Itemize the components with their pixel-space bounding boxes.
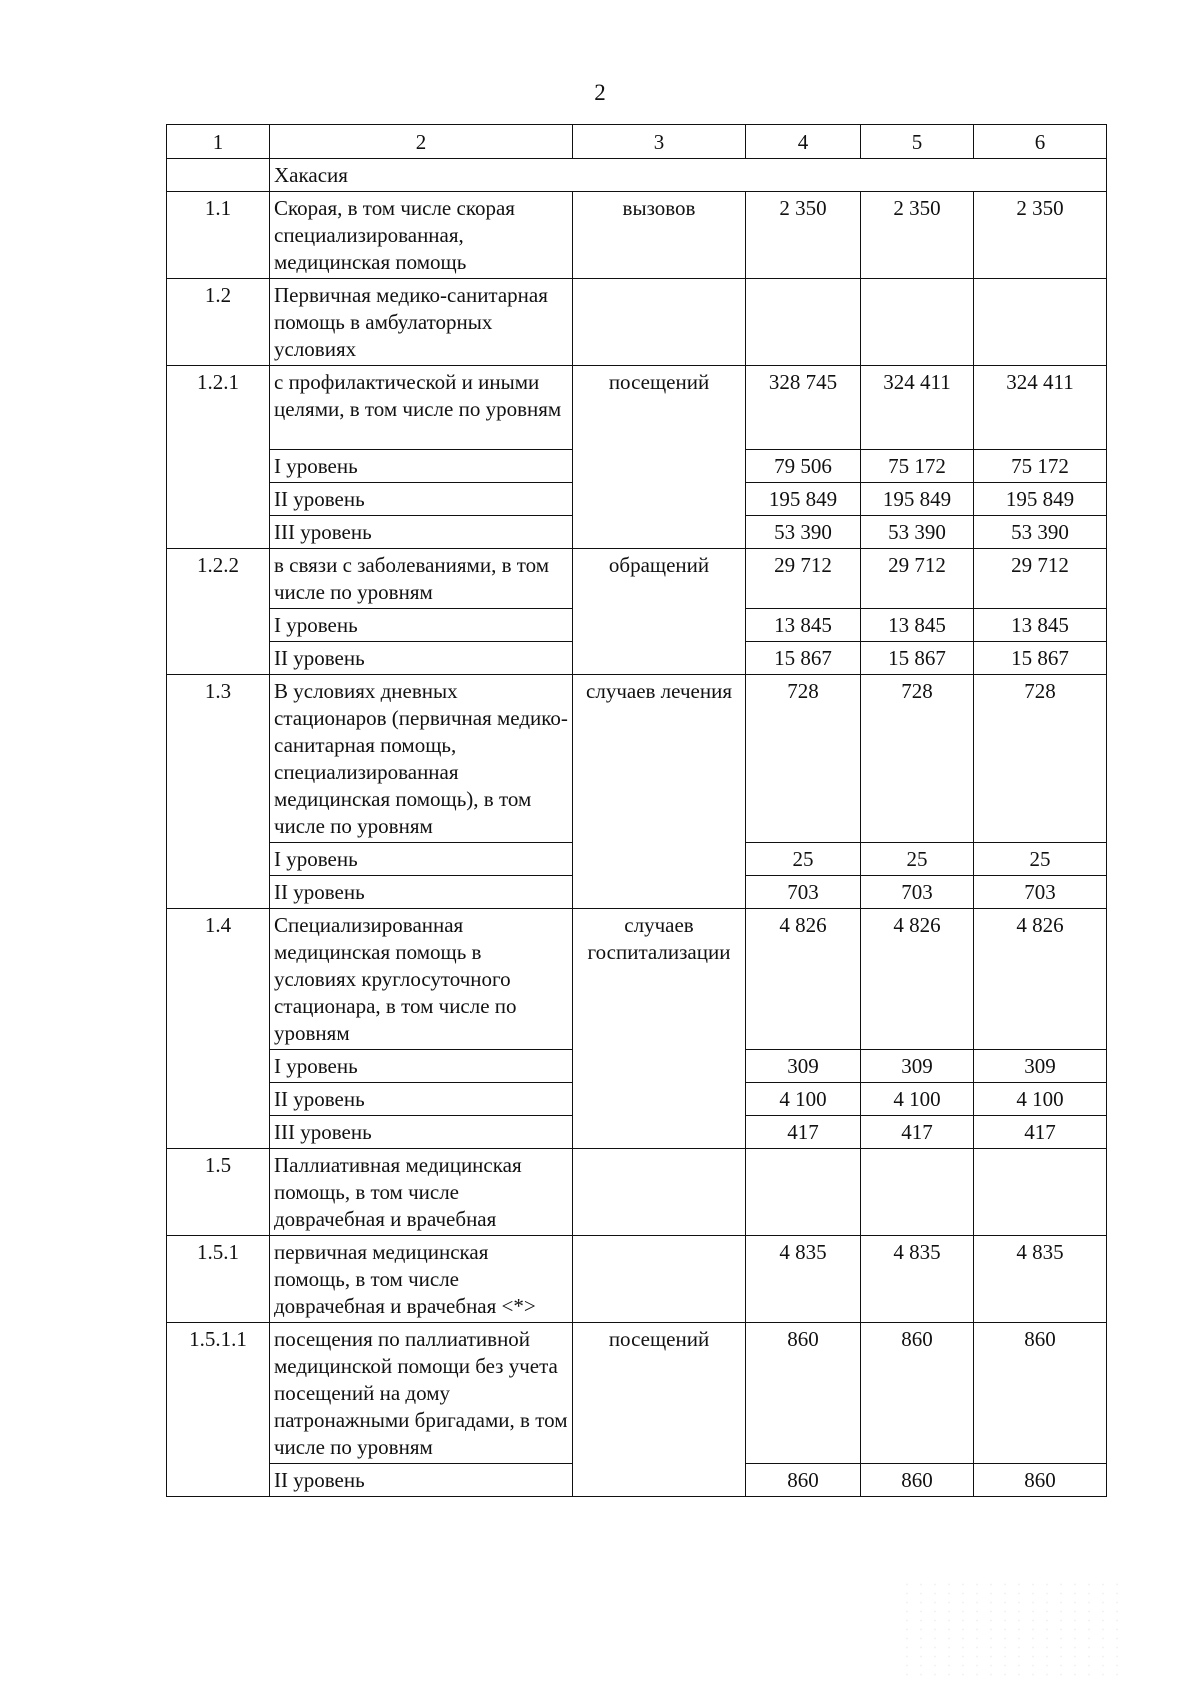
row-unit: [573, 279, 746, 366]
value-col6: 75 172: [974, 450, 1107, 483]
value-col6: 25: [974, 843, 1107, 876]
page-number: 2: [594, 80, 606, 105]
value-col5: 4 826: [861, 909, 974, 1050]
value-col4: 25: [746, 843, 861, 876]
value-col5: 25: [861, 843, 974, 876]
row-number: 1.5.1: [167, 1236, 270, 1323]
row-number: 1.5.1.1: [167, 1323, 270, 1497]
header-cell: 4: [746, 125, 861, 159]
value-col6: [974, 1149, 1107, 1236]
value-col6: 4 100: [974, 1083, 1107, 1116]
value-col5: 860: [861, 1464, 974, 1497]
value-col4: 860: [746, 1323, 861, 1464]
value-col4: 417: [746, 1116, 861, 1149]
value-col5: 75 172: [861, 450, 974, 483]
region-row: [167, 159, 1107, 192]
table-row: [167, 1149, 1107, 1236]
level-name: I уровень: [270, 1050, 573, 1083]
value-col6: 195 849: [974, 483, 1107, 516]
value-col5: 324 411: [861, 366, 974, 450]
value-col4: 4 835: [746, 1236, 861, 1323]
row-name: посещения по паллиативной медицинской помощи без учета посещений на дому патронажными бригадами, в том числе по уровням: [270, 1323, 573, 1464]
value-col4: 728: [746, 675, 861, 843]
row-name: с профилактической и иными целями, в том числе по уровням: [270, 366, 573, 450]
row-name: в связи с заболеваниями, в том числе по уровням: [270, 549, 573, 609]
value-col5: 703: [861, 876, 974, 909]
value-col6: 860: [974, 1464, 1107, 1497]
table-row: [167, 675, 1107, 843]
value-col6: 703: [974, 876, 1107, 909]
row-unit: случаев лечения: [573, 675, 746, 909]
value-col4: 860: [746, 1464, 861, 1497]
value-col6: 53 390: [974, 516, 1107, 549]
value-col4: 13 845: [746, 609, 861, 642]
value-col5: 417: [861, 1116, 974, 1149]
value-col4: 195 849: [746, 483, 861, 516]
value-col5: 195 849: [861, 483, 974, 516]
row-unit: посещений: [573, 1323, 746, 1497]
level-name: II уровень: [270, 876, 573, 909]
value-col6: 728: [974, 675, 1107, 843]
row-unit: обращений: [573, 549, 746, 675]
level-name: II уровень: [270, 1464, 573, 1497]
value-col6: 309: [974, 1050, 1107, 1083]
header-cell: 2: [270, 125, 573, 159]
value-col5: 860: [861, 1323, 974, 1464]
header-cell: 6: [974, 125, 1107, 159]
row-unit: случаев госпитализации: [573, 909, 746, 1149]
value-col4: 4 826: [746, 909, 861, 1050]
row-unit: посещений: [573, 366, 746, 549]
level-name: I уровень: [270, 609, 573, 642]
value-col4: 309: [746, 1050, 861, 1083]
value-col5: [861, 279, 974, 366]
row-number: 1.1: [167, 192, 270, 279]
level-name: II уровень: [270, 1083, 573, 1116]
header-cell: 3: [573, 125, 746, 159]
value-col5: 15 867: [861, 642, 974, 675]
row-name: Скорая, в том числе скорая специализированная, медицинская помощь: [270, 192, 573, 279]
row-number: 1.4: [167, 909, 270, 1149]
value-col5: 53 390: [861, 516, 974, 549]
value-col4: 29 712: [746, 549, 861, 609]
level-name: II уровень: [270, 483, 573, 516]
row-name: Первичная медико-санитарная помощь в амбулаторных условиях: [270, 279, 573, 366]
table-row: [167, 192, 1107, 279]
region-name: Хакасия: [270, 159, 1107, 192]
value-col6: 13 845: [974, 609, 1107, 642]
value-col4: 15 867: [746, 642, 861, 675]
value-col6: 4 835: [974, 1236, 1107, 1323]
header-cell: 5: [861, 125, 974, 159]
level-name: II уровень: [270, 642, 573, 675]
table-row: [167, 1323, 1107, 1464]
value-col4: 79 506: [746, 450, 861, 483]
row-number: 1.2.2: [167, 549, 270, 675]
scan-noise: [900, 1580, 1120, 1680]
value-col6: [974, 279, 1107, 366]
value-col6: 15 867: [974, 642, 1107, 675]
value-col4: [746, 1149, 861, 1236]
level-name: III уровень: [270, 1116, 573, 1149]
value-col4: 53 390: [746, 516, 861, 549]
row-number: 1.2.1: [167, 366, 270, 549]
value-col5: 2 350: [861, 192, 974, 279]
value-col6: 29 712: [974, 549, 1107, 609]
value-col5: 4 100: [861, 1083, 974, 1116]
value-col5: 29 712: [861, 549, 974, 609]
value-col5: 309: [861, 1050, 974, 1083]
header-cell: 1: [167, 125, 270, 159]
row-unit: вызовов: [573, 192, 746, 279]
row-name: Паллиативная медицинская помощь, в том числе доврачебная и врачебная: [270, 1149, 573, 1236]
table-row: [167, 909, 1107, 1050]
value-col6: 324 411: [974, 366, 1107, 450]
table-row: [167, 549, 1107, 609]
row-name: первичная медицинская помощь, в том числе доврачебная и врачебная <*>: [270, 1236, 573, 1323]
row-number: 1.5: [167, 1149, 270, 1236]
value-col4: 4 100: [746, 1083, 861, 1116]
value-col4: [746, 279, 861, 366]
value-col6: 2 350: [974, 192, 1107, 279]
row-name: В условиях дневных стационаров (первичная медико-санитарная помощь, специализированная медицинская помощь), в том числе по уровням: [270, 675, 573, 843]
table-row: [167, 279, 1107, 366]
level-name: III уровень: [270, 516, 573, 549]
value-col4: 703: [746, 876, 861, 909]
value-col5: [861, 1149, 974, 1236]
value-col4: 328 745: [746, 366, 861, 450]
row-unit: [573, 1236, 746, 1323]
value-col5: 4 835: [861, 1236, 974, 1323]
row-name: Специализированная медицинская помощь в условиях круглосуточного стационара, в том числе по уровням: [270, 909, 573, 1050]
value-col6: 417: [974, 1116, 1107, 1149]
value-col6: 860: [974, 1323, 1107, 1464]
row-unit: [573, 1149, 746, 1236]
row-number: 1.2: [167, 279, 270, 366]
header-row: [167, 125, 1107, 159]
level-name: I уровень: [270, 450, 573, 483]
level-name: I уровень: [270, 843, 573, 876]
volumes-table: [166, 124, 1107, 1497]
value-col5: 13 845: [861, 609, 974, 642]
table-row: [167, 366, 1107, 450]
value-col5: 728: [861, 675, 974, 843]
row-number: 1.3: [167, 675, 270, 909]
value-col6: 4 826: [974, 909, 1107, 1050]
table-row: [167, 1236, 1107, 1323]
value-col4: 2 350: [746, 192, 861, 279]
